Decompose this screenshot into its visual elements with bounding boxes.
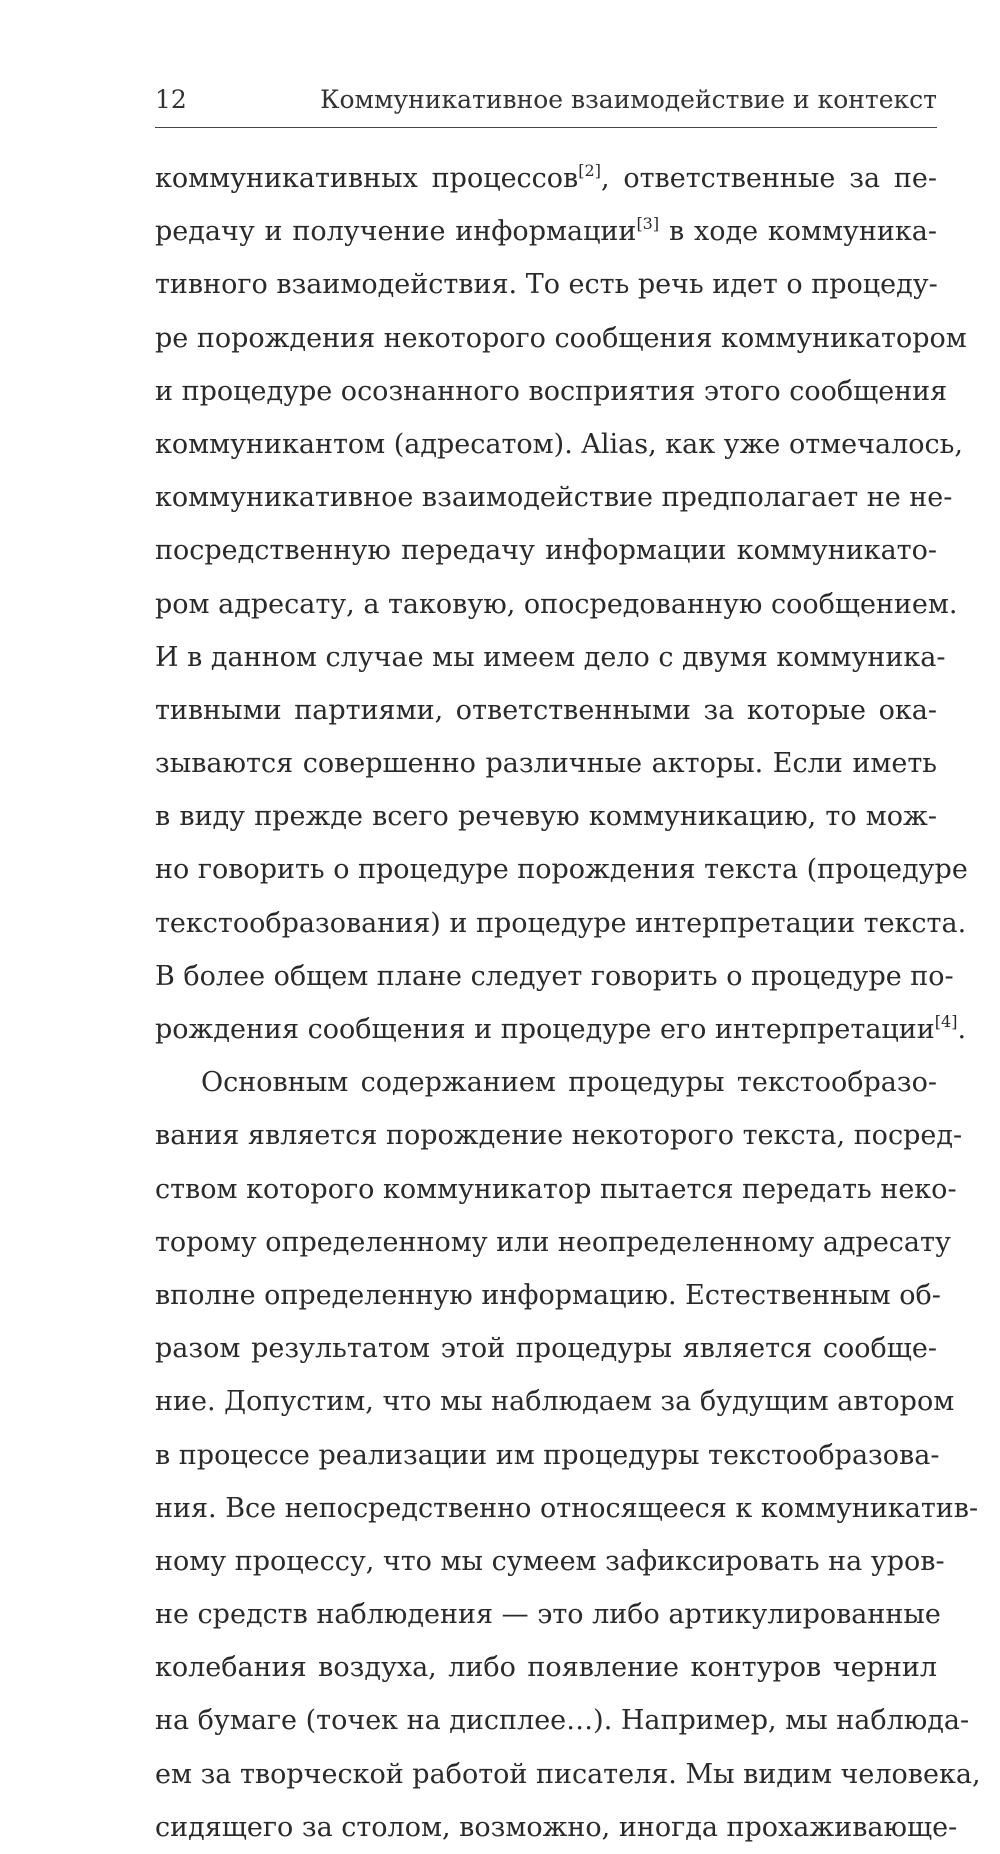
text-line	[155, 1163, 957, 1216]
text-segment: ния. Все непосредственно относящееся к коммуникатив-	[155, 1492, 979, 1524]
text-segment: в процессе реализации им процедуры текстообразова-	[155, 1439, 940, 1471]
text-line	[155, 1322, 937, 1375]
text-line	[155, 1748, 981, 1801]
text-line	[155, 312, 967, 365]
text-segment: ством которого коммуникатор пытается передать неко-	[155, 1173, 957, 1205]
text-line	[155, 1269, 941, 1322]
text-line	[155, 524, 937, 577]
text-line	[155, 684, 937, 737]
text-segment: рождения сообщения и процедуре его интерпретации	[155, 1014, 935, 1045]
text-segment: ре порождения некоторого сообщения коммуникатором	[155, 322, 967, 354]
text-line	[155, 1429, 940, 1482]
text-segment: и процедуре осознанного восприятия этого сообщения	[155, 375, 948, 407]
text-segment: сидящего за столом, возможно, иногда прохаживающе-	[155, 1811, 958, 1843]
text-line	[155, 365, 948, 418]
footnote-ref: [3]	[636, 214, 660, 234]
text-segment: ному процессу, что мы сумеем зафиксировать на уров-	[155, 1545, 945, 1577]
text-segment: тивными партиями, ответственными за которые ока-	[155, 694, 937, 726]
text-segment: разом результатом этой процедуры является сообще-	[155, 1333, 937, 1365]
text-line	[155, 843, 968, 896]
text-line	[155, 152, 937, 205]
text-segment: текстообразования) и процедуре интерпретации текста.	[155, 907, 967, 939]
text-segment: но говорить о процедуре порождения текста (процедуре	[155, 854, 968, 886]
text-segment: , ответственные за пе-	[600, 163, 937, 194]
text-segment: В более общем плане следует говорить о процедуре по-	[155, 960, 954, 992]
text-segment: в виду прежде всего речевую коммуникацию, то мож-	[155, 801, 937, 833]
footnote-ref: [4]	[934, 1012, 958, 1031]
text-segment: ние. Допустим, что мы наблюдаем за будущим автором	[155, 1386, 955, 1418]
text-line	[155, 258, 937, 311]
text-line	[155, 1056, 937, 1109]
text-segment: ром адресату, а таковую, опосредованную сообщением.	[155, 588, 958, 620]
header-rule	[155, 127, 937, 128]
text-segment: .	[957, 1014, 967, 1045]
text-line	[155, 1375, 955, 1428]
text-line	[155, 578, 958, 631]
text-segment: вполне определенную информацию. Естественным об-	[155, 1279, 941, 1311]
text-segment: в ходе коммуника-	[659, 216, 938, 248]
text-segment: на бумаге (точек на дисплее…). Например, мы наблюда-	[155, 1705, 970, 1737]
body-text	[155, 152, 981, 1854]
text-segment: зываются совершенно различные акторы. Если иметь	[155, 748, 937, 780]
text-line	[155, 737, 937, 790]
text-segment: ем за творческой работой писателя. Мы видим человека,	[155, 1758, 981, 1790]
text-line	[155, 1109, 963, 1162]
text-line	[155, 790, 937, 843]
footnote-ref: [2]	[578, 161, 601, 180]
text-segment: колебания воздуха, либо появление контуров чернил	[155, 1652, 937, 1684]
text-segment: коммуникативных процессов	[155, 163, 579, 194]
text-segment: И в данном случае мы имеем дело с двумя коммуника-	[155, 641, 946, 673]
text-line	[155, 205, 937, 258]
text-line	[155, 1641, 937, 1694]
text-line	[155, 1535, 945, 1588]
text-segment: вания является порождение некоторого текста, посред-	[155, 1120, 963, 1152]
running-head	[155, 82, 937, 118]
text-line	[155, 1003, 967, 1056]
text-segment: не средств наблюдения — это либо артикулированные	[155, 1599, 941, 1631]
page-number: 12	[155, 85, 187, 114]
text-segment: тивного взаимодействия. То есть речь идет о процеду-	[155, 269, 938, 301]
text-line	[155, 418, 963, 471]
text-line	[155, 897, 967, 950]
running-title: Коммуникативное взаимодействие и контекст	[320, 85, 937, 114]
text-line	[155, 631, 946, 684]
text-line	[155, 1694, 970, 1747]
text-line	[155, 471, 953, 524]
text-segment: коммуникантом (адресатом). Alias, как уже отмечалось,	[155, 428, 963, 460]
text-line	[155, 1482, 979, 1535]
text-segment: коммуникативное взаимодействие предполагает не не-	[155, 482, 953, 514]
text-line	[155, 950, 954, 1003]
text-segment: Основным содержанием процедуры текстообразо-	[201, 1067, 937, 1099]
text-segment: торому определенному или неопределенному адресату	[155, 1226, 951, 1258]
text-line	[155, 1588, 941, 1641]
text-segment: редачу и получение информации	[155, 216, 637, 248]
text-line	[155, 1216, 951, 1269]
text-line	[155, 1801, 958, 1854]
text-segment: посредственную передачу информации коммуникато-	[155, 535, 937, 567]
